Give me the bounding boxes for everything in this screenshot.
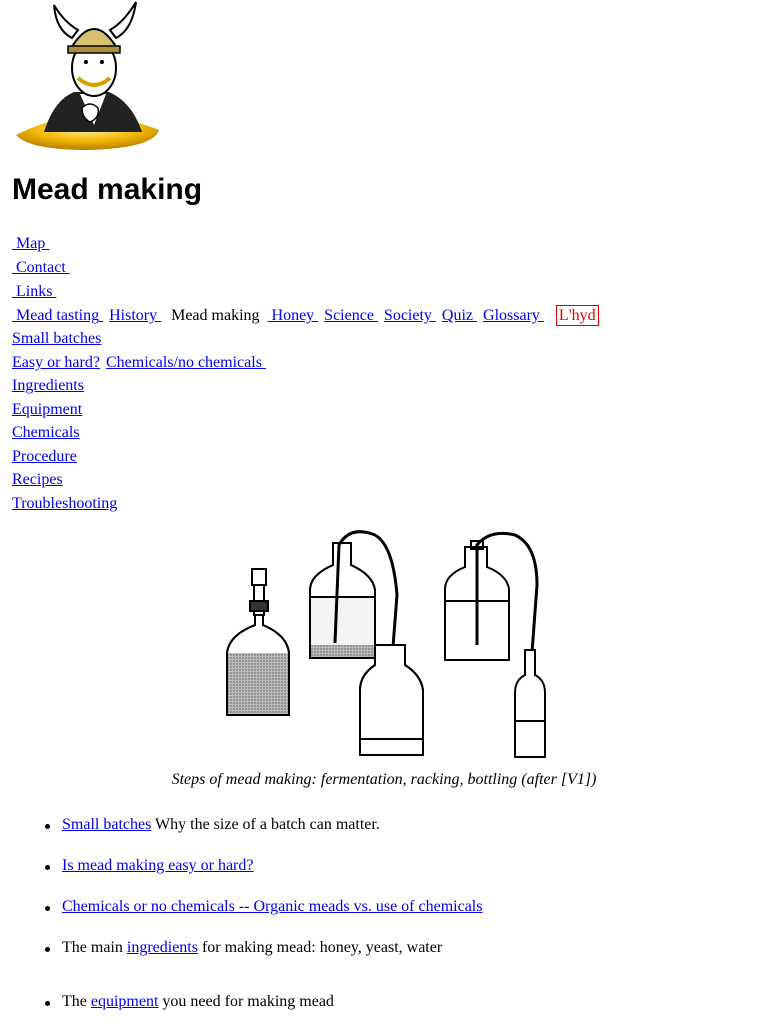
subnav-ingredients-line	[12, 376, 86, 396]
section-link-quiz-label: Quiz	[441, 307, 474, 324]
subnav-link-equipment[interactable]: Equipment	[12, 401, 83, 418]
section-current-mead-making: Mead making	[171, 307, 260, 324]
bullet-text-ingredients-pre: The main	[62, 939, 127, 956]
subnav-link-easy-or-hard[interactable]: Easy or hard?	[12, 354, 100, 371]
subnav-chemicals-line	[12, 423, 82, 443]
figure-caption: Steps of mead making: fermentation, racking, bottling (after [V1])	[171, 771, 597, 788]
list-item	[40, 856, 482, 876]
section-link-history[interactable]	[109, 307, 161, 324]
subnav-link-chemicals-no-chemicals-label: Chemicals/no chemicals	[105, 354, 262, 371]
list-item	[40, 992, 482, 1012]
subnav-small-batches-line	[12, 329, 103, 349]
bullet-text-equipment-pre: The	[62, 993, 91, 1010]
section-link-glossary-label: Glossary	[483, 307, 540, 324]
nav-link-links[interactable]	[12, 283, 56, 300]
subnav-link-small-batches[interactable]: Small batches	[12, 330, 102, 347]
subnav-procedure-line	[12, 447, 79, 467]
top-nav-links-line	[12, 282, 58, 302]
nav-link-contact[interactable]	[12, 259, 70, 276]
bullet-link-small-batches[interactable]: Small batches	[62, 816, 152, 833]
subnav-link-recipes[interactable]: Recipes	[12, 471, 63, 488]
section-link-mead-tasting[interactable]	[12, 307, 103, 324]
mead-making-illustration	[215, 525, 555, 765]
subnav-recipes-line	[12, 470, 65, 490]
page-title: Mead making	[12, 173, 203, 206]
section-link-science-label: Science	[324, 307, 374, 324]
subnav-troubleshooting-line	[12, 494, 119, 514]
topics-list	[40, 815, 482, 1012]
list-item	[40, 815, 482, 835]
bullet-link-easy-or-hard[interactable]: Is mead making easy or hard?	[62, 857, 254, 874]
bullet-link-equipment[interactable]: equipment	[90, 993, 159, 1010]
section-link-society-label: Society	[383, 307, 432, 324]
top-nav-contact-line	[12, 258, 72, 278]
fermentation-racking-bottling-image	[215, 525, 555, 765]
viking-logo-icon	[14, 0, 164, 152]
top-nav-map-line	[12, 234, 51, 254]
subnav-link-ingredients[interactable]: Ingredients	[12, 377, 84, 394]
subnav-link-chemicals[interactable]: Chemicals	[12, 424, 80, 441]
section-link-science[interactable]	[324, 307, 378, 324]
subnav-link-chemicals-no-chemicals[interactable]	[106, 354, 266, 371]
section-nav	[12, 306, 601, 326]
subnav-link-troubleshooting[interactable]: Troubleshooting	[12, 495, 118, 512]
bullet-text-ingredients-post: for making mead: honey, yeast, water	[197, 939, 443, 956]
section-link-mead-tasting-label: Mead tasting	[16, 307, 100, 324]
bullet-text-equipment-post: you need for making mead	[158, 993, 334, 1010]
list-item	[40, 897, 482, 917]
bullet-text-small-batches: Why the size of a batch can matter.	[151, 816, 380, 833]
section-link-lhyd[interactable]: L'hyd	[556, 305, 599, 326]
nav-link-map-label: Map	[16, 235, 46, 252]
subnav-link-procedure[interactable]: Procedure	[12, 448, 77, 465]
bullet-link-chemicals[interactable]: Chemicals or no chemicals -- Organic meads vs. use of chemicals	[62, 898, 483, 915]
section-link-society[interactable]	[384, 307, 436, 324]
subnav-equipment-line	[12, 400, 84, 420]
section-link-history-label: History	[109, 307, 158, 324]
list-item	[40, 938, 482, 958]
nav-link-map[interactable]	[12, 235, 49, 252]
section-link-honey[interactable]	[268, 307, 319, 324]
section-link-honey-label: Honey	[271, 307, 315, 324]
section-link-quiz[interactable]	[442, 307, 477, 324]
subnav-easy-chemicals-line	[12, 353, 268, 373]
nav-link-contact-label: Contact	[16, 259, 66, 276]
section-link-glossary[interactable]	[483, 307, 544, 324]
nav-link-links-label: Links	[16, 283, 53, 300]
bullet-link-ingredients[interactable]: ingredients	[126, 939, 198, 956]
viking-logo[interactable]	[14, 0, 164, 152]
